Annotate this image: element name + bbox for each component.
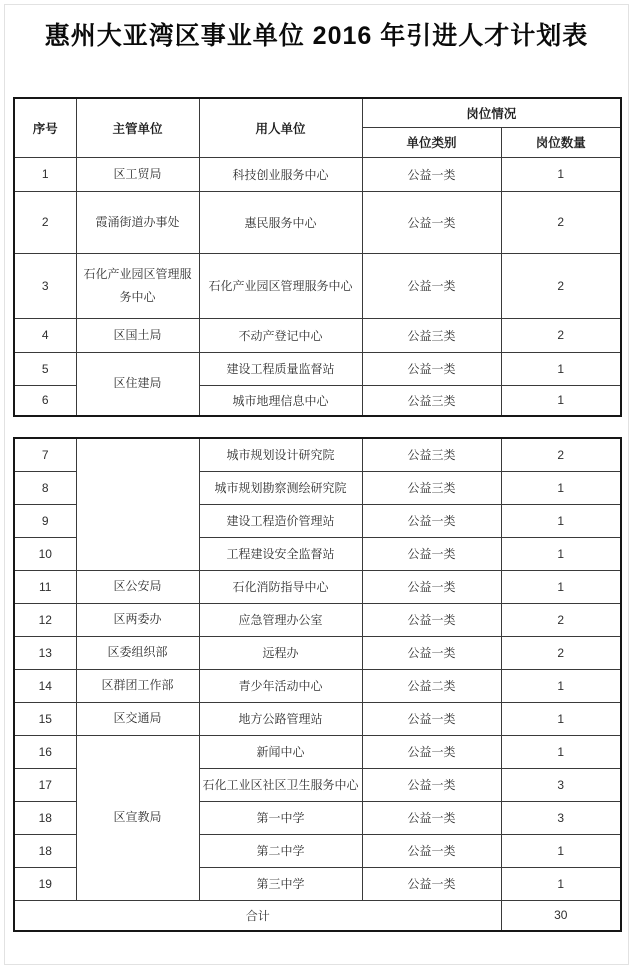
row-number-cell: 16 — [14, 735, 76, 768]
employing-unit-cell: 应急管理办公室 — [199, 603, 362, 636]
table-row — [14, 352, 621, 385]
row-number-cell: 18 — [14, 834, 76, 867]
row-number-cell: 5 — [14, 352, 76, 385]
table-row — [14, 438, 621, 471]
total-label: 合计 — [14, 900, 501, 931]
supervisor-unit-cell: 区两委办 — [76, 603, 199, 636]
unit-category-cell: 公益一类 — [362, 157, 501, 191]
col-header-post-info: 岗位情况 — [362, 98, 621, 127]
row-number-cell: 4 — [14, 318, 76, 352]
employing-unit-cell: 第一中学 — [199, 801, 362, 834]
row-number-cell: 6 — [14, 385, 76, 416]
row-number-cell: 17 — [14, 768, 76, 801]
col-header-supervisor: 主管单位 — [76, 98, 199, 157]
employing-unit-cell: 不动产登记中心 — [199, 318, 362, 352]
total-count: 30 — [501, 900, 621, 931]
col-header-no: 序号 — [14, 98, 76, 157]
plan-table-section-2 — [13, 437, 622, 932]
row-number-cell: 12 — [14, 603, 76, 636]
supervisor-unit-cell: 区委组织部 — [76, 636, 199, 669]
row-number-cell: 11 — [14, 570, 76, 603]
unit-category-cell: 公益二类 — [362, 669, 501, 702]
row-number-cell: 9 — [14, 504, 76, 537]
employing-unit-cell: 工程建设安全监督站 — [199, 537, 362, 570]
supervisor-unit-cell: 区群团工作部 — [76, 669, 199, 702]
employing-unit-cell: 建设工程质量监督站 — [199, 352, 362, 385]
supervisor-unit-cell — [76, 438, 199, 570]
employing-unit-cell: 石化产业园区管理服务中心 — [199, 253, 362, 318]
table-row — [14, 735, 621, 768]
row-number-cell: 15 — [14, 702, 76, 735]
unit-category-cell: 公益三类 — [362, 471, 501, 504]
row-number-cell: 8 — [14, 471, 76, 504]
supervisor-unit-cell: 区国土局 — [76, 318, 199, 352]
table-row — [14, 191, 621, 253]
supervisor-unit-cell: 区住建局 — [76, 352, 199, 416]
row-number-cell: 13 — [14, 636, 76, 669]
post-count-cell: 1 — [501, 570, 621, 603]
unit-category-cell: 公益一类 — [362, 801, 501, 834]
employing-unit-cell: 城市地理信息中心 — [199, 385, 362, 416]
table-row — [14, 253, 621, 318]
col-header-count: 岗位数量 — [501, 127, 621, 157]
row-number-cell: 18 — [14, 801, 76, 834]
unit-category-cell: 公益一类 — [362, 834, 501, 867]
employing-unit-cell: 第二中学 — [199, 834, 362, 867]
table-row — [14, 570, 621, 603]
employing-unit-cell: 新闻中心 — [199, 735, 362, 768]
row-number-cell: 19 — [14, 867, 76, 900]
col-header-employer: 用人单位 — [199, 98, 362, 157]
supervisor-unit-cell: 区公安局 — [76, 570, 199, 603]
table-body-section-1 — [14, 157, 621, 416]
unit-category-cell: 公益一类 — [362, 768, 501, 801]
post-count-cell: 1 — [501, 834, 621, 867]
post-count-cell: 1 — [501, 735, 621, 768]
unit-category-cell: 公益一类 — [362, 702, 501, 735]
employing-unit-cell: 石化消防指导中心 — [199, 570, 362, 603]
unit-category-cell: 公益一类 — [362, 570, 501, 603]
table-row — [14, 636, 621, 669]
employing-unit-cell: 石化工业区社区卫生服务中心 — [199, 768, 362, 801]
unit-category-cell: 公益一类 — [362, 537, 501, 570]
total-row — [14, 900, 621, 931]
header-row-1 — [14, 98, 621, 127]
post-count-cell: 1 — [501, 867, 621, 900]
unit-category-cell: 公益一类 — [362, 603, 501, 636]
unit-category-cell: 公益一类 — [362, 352, 501, 385]
post-count-cell: 1 — [501, 385, 621, 416]
page-title: 惠州大亚湾区事业单位 2016 年引进人才计划表 — [44, 22, 589, 50]
row-number-cell: 14 — [14, 669, 76, 702]
post-count-cell: 2 — [501, 253, 621, 318]
row-number-cell: 1 — [14, 157, 76, 191]
post-count-cell: 3 — [501, 801, 621, 834]
post-count-cell: 1 — [501, 352, 621, 385]
post-count-cell: 1 — [501, 157, 621, 191]
post-count-cell: 1 — [501, 702, 621, 735]
table-row — [14, 603, 621, 636]
post-count-cell: 1 — [501, 504, 621, 537]
table-header — [14, 98, 621, 157]
row-number-cell: 10 — [14, 537, 76, 570]
post-count-cell: 1 — [501, 537, 621, 570]
row-number-cell: 2 — [14, 191, 76, 253]
post-count-cell: 2 — [501, 603, 621, 636]
table-body-section-2 — [14, 438, 621, 900]
post-count-cell: 2 — [501, 636, 621, 669]
employing-unit-cell: 城市规划勘察测绘研究院 — [199, 471, 362, 504]
unit-category-cell: 公益三类 — [362, 385, 501, 416]
unit-category-cell: 公益一类 — [362, 504, 501, 537]
employing-unit-cell: 城市规划设计研究院 — [199, 438, 362, 471]
unit-category-cell: 公益一类 — [362, 191, 501, 253]
supervisor-unit-cell: 石化产业园区管理服务中心 — [76, 253, 199, 318]
post-count-cell: 1 — [501, 471, 621, 504]
supervisor-unit-cell: 区工贸局 — [76, 157, 199, 191]
unit-category-cell: 公益一类 — [362, 253, 501, 318]
post-count-cell: 2 — [501, 191, 621, 253]
post-count-cell: 2 — [501, 318, 621, 352]
supervisor-unit-cell: 区宣教局 — [76, 735, 199, 900]
table-row — [14, 702, 621, 735]
table-row — [14, 157, 621, 191]
unit-category-cell: 公益一类 — [362, 636, 501, 669]
employing-unit-cell: 远程办 — [199, 636, 362, 669]
employing-unit-cell: 惠民服务中心 — [199, 191, 362, 253]
supervisor-unit-cell: 霞涌街道办事处 — [76, 191, 199, 253]
unit-category-cell: 公益一类 — [362, 735, 501, 768]
table-row — [14, 318, 621, 352]
unit-category-cell: 公益三类 — [362, 318, 501, 352]
table-footer — [14, 900, 621, 931]
table-row — [14, 669, 621, 702]
employing-unit-cell: 科技创业服务中心 — [199, 157, 362, 191]
unit-category-cell: 公益一类 — [362, 867, 501, 900]
employing-unit-cell: 地方公路管理站 — [199, 702, 362, 735]
post-count-cell: 3 — [501, 768, 621, 801]
row-number-cell: 3 — [14, 253, 76, 318]
supervisor-unit-cell: 区交通局 — [76, 702, 199, 735]
plan-table-section-1 — [13, 97, 622, 417]
unit-category-cell: 公益三类 — [362, 438, 501, 471]
col-header-category: 单位类别 — [362, 127, 501, 157]
employing-unit-cell: 建设工程造价管理站 — [199, 504, 362, 537]
employing-unit-cell: 青少年活动中心 — [199, 669, 362, 702]
row-number-cell: 7 — [14, 438, 76, 471]
employing-unit-cell: 第三中学 — [199, 867, 362, 900]
post-count-cell: 1 — [501, 669, 621, 702]
post-count-cell: 2 — [501, 438, 621, 471]
